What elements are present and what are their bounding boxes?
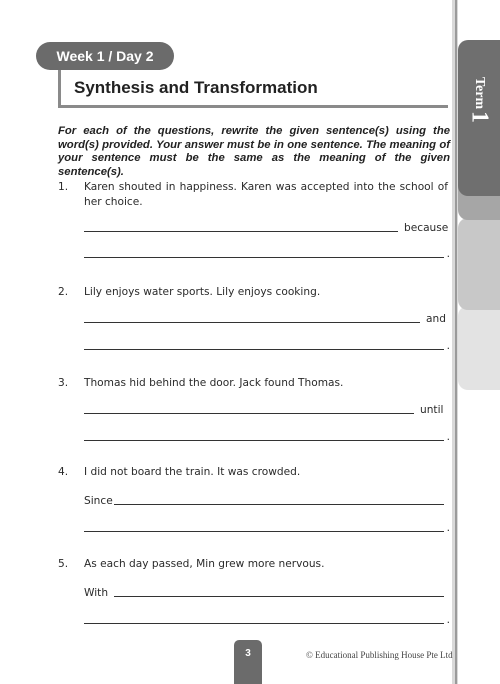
page-title: Synthesis and Transformation [74, 78, 318, 97]
answer-line-4a[interactable] [84, 491, 446, 507]
page-number: 3 [234, 640, 262, 684]
connector-word: and [426, 313, 446, 325]
question-number: 5. [58, 558, 69, 570]
connector-word: because [404, 222, 449, 234]
page-edge-line [455, 0, 457, 684]
copyright: © Educational Publishing House Pte Ltd [306, 650, 453, 660]
answer-line-5b[interactable]: . [84, 610, 446, 626]
answer-line-4b[interactable]: . [84, 518, 446, 534]
answer-line-5a[interactable] [84, 583, 446, 599]
tab-term-number: 1 [466, 111, 493, 124]
tab-term-label [463, 60, 495, 140]
question-number: 4. [58, 466, 69, 478]
answer-line-1a[interactable] [84, 218, 449, 234]
connector-word: until [420, 404, 444, 416]
question-number: 3. [58, 377, 69, 389]
tab-term-word: Term [472, 76, 487, 110]
answer-line-2b[interactable]: . [84, 336, 446, 352]
instructions: For each of the questions, rewrite the given sentence(s) using the word(s) provided. Your answer must be in one sentence. The meaning of your sentence must be the same as the meaning of the given sentence(s). [58, 125, 450, 178]
question-text: As each day passed, Min grew more nervous. [84, 558, 325, 570]
question-text: I did not board the train. It was crowded. [84, 466, 301, 478]
question-text: Karen shouted in happiness. Karen was accepted into the school of her choice. [84, 181, 448, 208]
question-number: 1. [58, 181, 69, 193]
question-text: Lily enjoys water sports. Lily enjoys cooking. [84, 286, 321, 298]
answer-line-2a[interactable] [84, 309, 446, 325]
answer-line-3a[interactable] [84, 400, 446, 416]
tab-term-3[interactable] [458, 218, 500, 310]
answer-line-1b[interactable]: . [84, 244, 446, 260]
week-day-badge: Week 1 / Day 2 [36, 42, 174, 70]
connector-word: With [84, 587, 109, 599]
answer-line-3b[interactable]: . [84, 427, 446, 443]
question-text: Thomas hid behind the door. Jack found Thomas. [84, 377, 344, 389]
connector-word: Since [84, 495, 113, 507]
tab-term-4[interactable] [458, 306, 500, 390]
question-number: 2. [58, 286, 69, 298]
